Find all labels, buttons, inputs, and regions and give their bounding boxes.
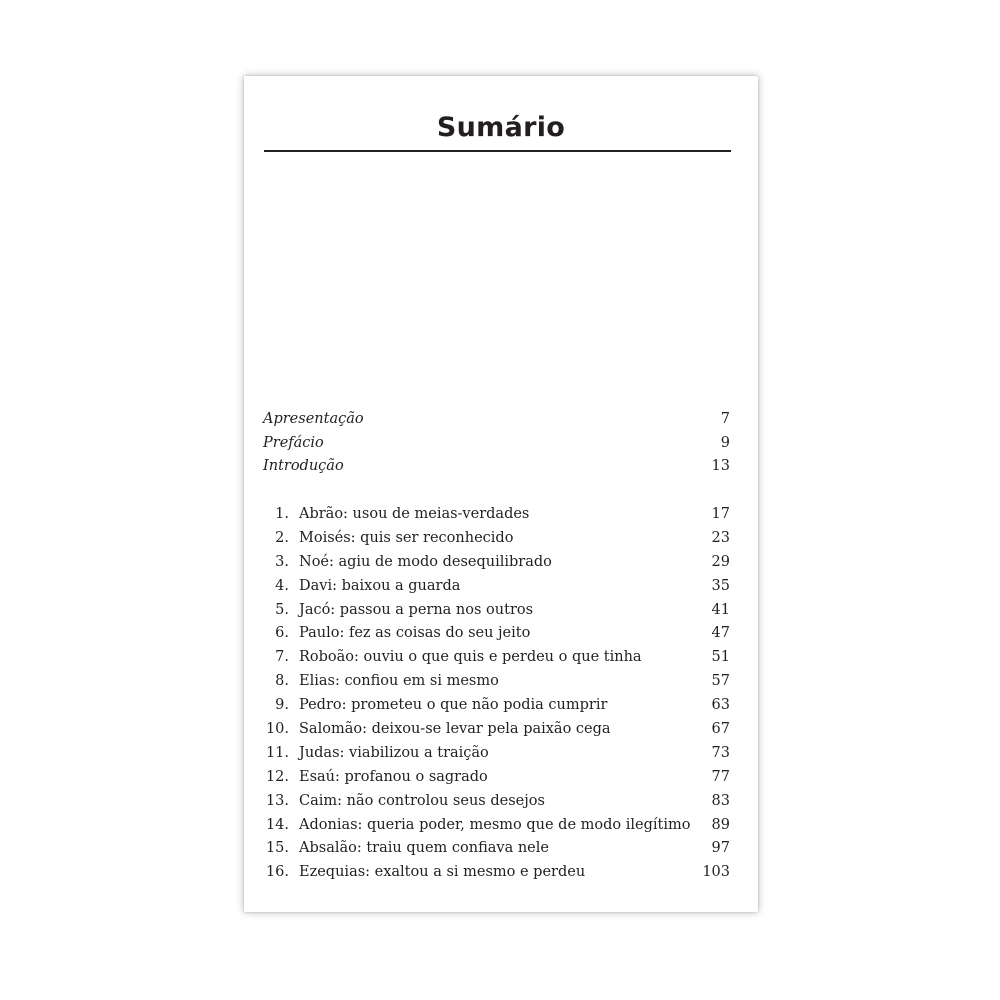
chapter-page: 89: [711, 816, 730, 833]
chapter-number: 9.: [275, 697, 289, 714]
chapter-entry: [263, 814, 730, 838]
chapter-title: Davi: baixou a guarda: [299, 577, 461, 594]
chapter-title: Roboão: ouviu o que quis e perdeu o que tinha: [299, 649, 642, 666]
chapter-title: Jacó: passou a perna nos outros: [299, 601, 534, 618]
chapter-page: 41: [711, 601, 730, 618]
chapter-page: 51: [711, 649, 730, 666]
chapter-number: 5.: [275, 601, 289, 618]
chapter-title: Pedro: prometeu o que não podia cumprir: [299, 697, 608, 714]
chapter-title: Esaú: profanou o sagrado: [299, 768, 488, 785]
chapter-page: 97: [711, 840, 730, 857]
chapter-title: Salomão: deixou-se levar pela paixão cega: [299, 721, 611, 738]
chapter-title: Moisés: quis ser reconhecido: [299, 529, 514, 546]
chapter-title: Paulo: fez as coisas do seu jeito: [299, 625, 531, 642]
chapter-title: Elias: confiou em si mesmo: [299, 673, 499, 690]
chapter-title: Noé: agiu de modo desequilibrado: [299, 553, 552, 570]
toc-entry-apresentacao: [263, 408, 730, 432]
chapter-entry: [263, 527, 730, 551]
chapter-number: 4.: [275, 577, 289, 594]
chapter-entry: [263, 861, 730, 885]
chapter-page: 35: [711, 577, 730, 594]
title-underline: [264, 150, 731, 152]
toc-entry-page: 13: [711, 458, 730, 474]
chapter-number: 15.: [265, 840, 289, 857]
chapter-number: 8.: [275, 673, 289, 690]
toc-entry-page: 7: [720, 411, 730, 427]
chapter-entry: [263, 599, 730, 623]
chapter-page: 47: [711, 625, 730, 642]
chapter-number: 2.: [275, 529, 289, 546]
chapter-entry: [263, 766, 730, 790]
chapter-title: Adonias: queria poder, mesmo que de modo ilegítimo: [299, 816, 691, 833]
chapter-number: 12.: [265, 768, 289, 785]
chapter-number: 3.: [275, 553, 289, 570]
chapter-entry: [263, 837, 730, 861]
chapter-title: Ezequias: exaltou a si mesmo e perdeu: [299, 864, 586, 881]
chapter-page: 67: [711, 721, 730, 738]
toc-entry-label: Prefácio: [263, 434, 324, 451]
chapter-entry: [263, 622, 730, 646]
toc-entry-page: 9: [720, 434, 730, 451]
chapter-entry: [263, 503, 730, 527]
chapter-title: Absalão: traiu quem confiava nele: [299, 840, 549, 857]
chapter-number: 7.: [275, 649, 289, 666]
chapter-entry: [263, 718, 730, 742]
chapter-page: 57: [711, 673, 730, 690]
chapter-entry: [263, 670, 730, 694]
chapter-page: 73: [711, 744, 730, 761]
toc-entry-prefacio: [263, 432, 730, 456]
page-title: Sumário: [436, 112, 566, 143]
front-matter-list: [263, 408, 730, 479]
chapter-page: 77: [711, 768, 730, 785]
chapter-number: 14.: [265, 816, 289, 833]
chapter-entry: [263, 790, 730, 814]
chapter-number: 6.: [275, 625, 289, 642]
chapter-number: 13.: [265, 792, 289, 809]
chapter-entry: [263, 694, 730, 718]
chapter-number: 11.: [265, 744, 289, 761]
chapter-entry: [263, 742, 730, 766]
chapter-page: 103: [702, 864, 730, 881]
chapter-entry: [263, 575, 730, 599]
chapter-number: 10.: [265, 721, 289, 738]
chapter-page: 83: [711, 792, 730, 809]
toc-entry-label: Introdução: [263, 458, 344, 474]
toc-entry-label: Apresentação: [263, 411, 364, 427]
chapter-number: 16.: [265, 864, 289, 881]
chapter-number: 1.: [275, 506, 289, 522]
chapter-entry: [263, 646, 730, 670]
chapter-page: 17: [711, 506, 730, 522]
toc-entry-introducao: [263, 455, 730, 479]
chapter-title: Caim: não controlou seus desejos: [299, 792, 545, 809]
chapter-title: Judas: viabilizou a traição: [299, 744, 489, 761]
chapter-page: 23: [711, 529, 730, 546]
chapter-page: 63: [711, 697, 730, 714]
chapter-title: Abrão: usou de meias-verdades: [299, 506, 530, 522]
book-page: [244, 76, 758, 912]
chapter-page: 29: [711, 553, 730, 570]
chapter-list: [263, 503, 730, 885]
chapter-entry: [263, 551, 730, 575]
